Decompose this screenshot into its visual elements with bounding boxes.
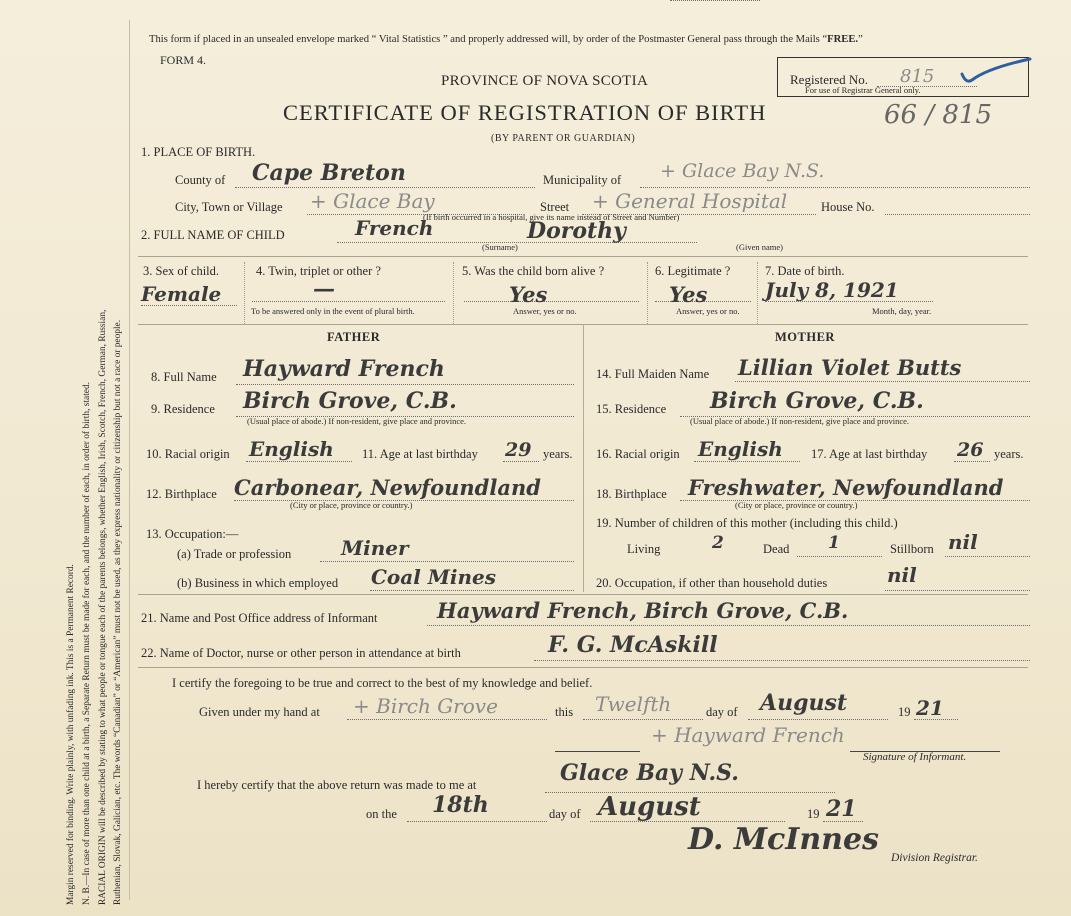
father-business-value: Coal Mines <box>371 565 497 589</box>
born-alive-line <box>464 301 639 302</box>
mother-heading: MOTHER <box>775 330 835 344</box>
father-trade-line <box>320 561 574 562</box>
certify-divider <box>138 667 1028 668</box>
children-count-label: 19. Number of children of this mother (including this child.) <box>596 516 898 530</box>
hospital-note: (If birth occurred in a hospital, give its name instead of Street and Number) <box>423 212 680 222</box>
this-label: this <box>555 705 574 719</box>
mother-residence-note: (Usual place of abode.) If non-resident, give place and province. <box>690 416 910 426</box>
registrar-general-note: For use of Registrar General only. <box>805 85 921 95</box>
registrar-statement: I hereby certify that the above return was made to me at <box>197 778 477 792</box>
registrar-place-value: Glace Bay N.S. <box>560 760 739 786</box>
parents-divider-bottom <box>138 594 1028 595</box>
given-month-value: August <box>760 690 847 716</box>
mother-occupation-line <box>885 590 1030 591</box>
father-racial-label: 10. Racial origin <box>146 447 230 461</box>
doctor-value: F. G. McAskill <box>548 632 718 658</box>
registrar-on-the-label: on the <box>366 807 397 821</box>
mother-birthplace-value: Freshwater, Newfoundland <box>688 475 1004 500</box>
division-registrar-label: Division Registrar. <box>891 852 978 864</box>
child-name-label: 2. FULL NAME OF CHILD <box>141 228 285 242</box>
surname-caption: (Surname) <box>482 242 518 252</box>
col-divider-1 <box>244 262 245 324</box>
margin-note-binding: Margin reserved for binding. Write plainly, with unfading ink. This is a Permanent Record. <box>66 564 76 905</box>
doctor-line <box>534 660 1030 661</box>
stillborn-value: nil <box>948 530 978 554</box>
date-of-birth-value: July 8, 1921 <box>765 278 899 302</box>
dead-value: 1 <box>828 533 840 553</box>
given-name-caption: (Given name) <box>736 242 783 252</box>
col-divider-2 <box>453 262 454 324</box>
mother-years-label: years. <box>994 447 1024 461</box>
given-year-value: 21 <box>916 696 944 720</box>
legitimate-value: Yes <box>669 282 708 307</box>
city-value: + Glace Bay <box>310 189 435 213</box>
father-residence-label: 9. Residence <box>151 402 215 416</box>
mother-occupation-label: 20. Occupation, if other than household duties <box>596 576 828 590</box>
father-business-line <box>370 590 574 591</box>
informant-signature-line-left <box>555 751 640 752</box>
given-place-line <box>347 719 547 720</box>
street-label: Street <box>540 200 570 214</box>
mother-occupation-value: nil <box>887 563 917 587</box>
doctor-label: 22. Name of Doctor, nurse or other person in attendance at birth <box>141 646 461 660</box>
city-label: City, Town or Village <box>175 200 283 214</box>
living-value: 2 <box>712 533 724 553</box>
father-birthplace-label: 12. Birthplace <box>146 487 217 501</box>
child-surname-value: French <box>355 216 434 240</box>
house-no-label: House No. <box>821 200 875 214</box>
dead-label: Dead <box>763 542 790 556</box>
father-heading: FATHER <box>327 330 381 344</box>
mother-age-line <box>954 461 990 462</box>
father-age-value: 29 <box>505 439 532 461</box>
mother-name-value: Lillian Violet Butts <box>738 355 962 380</box>
born-alive-value: Yes <box>509 282 548 307</box>
father-residence-note: (Usual place of abode.) If non-resident, give place and province. <box>247 416 467 426</box>
mother-name-label: 14. Full Maiden Name <box>596 367 710 381</box>
twin-label: 4. Twin, triplet or other ? <box>256 264 381 278</box>
handwritten-registration-number: 66 / 815 <box>884 100 992 130</box>
registrar-day-of-label: day of <box>549 807 581 821</box>
father-birthplace-note: (City or place, province or country.) <box>290 500 413 510</box>
sex-value: Female <box>141 282 222 306</box>
twin-value: — <box>313 276 335 302</box>
margin-rule <box>129 20 130 900</box>
stillborn-line <box>945 556 1030 557</box>
registrar-year-prefix: 19 <box>807 807 820 821</box>
registrar-day-value: 18th <box>432 792 489 818</box>
province-heading: PROVINCE OF NOVA SCOTIA <box>441 73 649 89</box>
living-line <box>670 0 760 1</box>
legitimate-note: Answer, yes or no. <box>676 306 740 316</box>
living-label: Living <box>627 542 661 556</box>
margin-note-racial-origin-cont: Ruthenian, Slovak, Galician, etc. The words “Canadian” or “American” must not be used, as they express nationality or citizenship but not a race or people. <box>113 319 123 905</box>
municipality-label: Municipality of <box>543 173 622 187</box>
mother-age-label: 17. Age at last birthday <box>811 447 928 461</box>
given-month-line <box>748 719 888 720</box>
date-of-birth-label: 7. Date of birth. <box>765 264 845 278</box>
father-name-value: Hayward French <box>243 356 445 382</box>
mother-age-value: 26 <box>957 439 984 461</box>
registered-no-value: 815 <box>900 66 935 87</box>
father-years-label: years. <box>543 447 573 461</box>
twin-note: To be answered only in the event of plural birth. <box>251 306 415 316</box>
form-number: FORM 4. <box>160 53 207 67</box>
father-birthplace-value: Carbonear, Newfoundland <box>234 475 541 500</box>
given-day-value: Twelfth <box>595 692 672 716</box>
county-label: County of <box>175 173 226 187</box>
place-of-birth-label: 1. PLACE OF BIRTH. <box>141 145 256 159</box>
informant-signature-label: Signature of Informant. <box>863 751 967 763</box>
informant-line <box>427 625 1030 626</box>
mail-notice-close: ” <box>858 34 863 45</box>
municipality-line <box>640 187 1030 188</box>
mail-notice <box>149 34 863 45</box>
child-given-name-value: Dorothy <box>527 218 626 244</box>
margin-note-racial-origin: RACIAL ORIGIN will be described by stating to what people or tongue each of the parents belongs, whether English, Irish, Scotch, French, German, Russian, <box>98 309 108 905</box>
father-business-label: (b) Business in which employed <box>177 576 339 590</box>
street-value: + General Hospital <box>592 189 788 213</box>
sex-label: 3. Sex of child. <box>143 264 220 278</box>
father-age-label: 11. Age at last birthday <box>362 447 478 461</box>
mail-notice-free: FREE. <box>827 34 859 45</box>
municipality-value: + Glace Bay N.S. <box>660 160 825 182</box>
mother-name-line <box>735 381 1030 382</box>
date-of-birth-note: Month, day, year. <box>872 306 932 316</box>
certificate-subtitle: (BY PARENT OR GUARDIAN) <box>491 133 636 144</box>
mother-birthplace-note: (City or place, province or country.) <box>735 500 858 510</box>
father-name-line <box>236 384 574 385</box>
born-alive-label: 5. Was the child born alive ? <box>462 264 605 278</box>
house-no-line <box>885 214 1030 215</box>
parents-center-divider <box>583 324 584 592</box>
given-under-label: Given under my hand at <box>199 705 320 719</box>
mother-birthplace-label: 18. Birthplace <box>596 487 667 501</box>
mail-notice-text: This form if placed in an unsealed envelope marked “ Vital Statistics ” and properly addressed will, by order of the Postmaster General pass through the Mails “ <box>149 34 828 45</box>
col-divider-4 <box>757 262 758 324</box>
registrar-year-value: 21 <box>826 796 857 822</box>
born-alive-note: Answer, yes or no. <box>513 306 577 316</box>
given-day-line <box>583 719 703 720</box>
mother-racial-value: English <box>698 437 783 461</box>
certificate-title: CERTIFICATE OF REGISTRATION OF BIRTH <box>283 100 767 125</box>
col-divider-3 <box>647 262 648 324</box>
blue-check-mark <box>958 56 1033 88</box>
mother-residence-value: Birch Grove, C.B. <box>710 388 924 414</box>
informant-label: 21. Name and Post Office address of Informant <box>141 611 378 625</box>
margin-note-separate-return: N. B.—In case of more than one child at a birth, a Separate Return must be made for each, and the number of each, in order of birth, stated. <box>82 382 92 905</box>
given-day-of-label: day of <box>706 705 738 719</box>
father-racial-line <box>246 461 352 462</box>
registered-no-label: Registered No. <box>790 72 868 87</box>
row-divider-top <box>138 256 1028 257</box>
registrar-month-value: August <box>598 792 701 822</box>
father-residence-value: Birch Grove, C.B. <box>243 388 457 414</box>
given-year-prefix: 19 <box>898 705 911 719</box>
father-name-label: 8. Full Name <box>151 370 217 384</box>
mother-residence-label: 15. Residence <box>596 402 667 416</box>
registrar-signature: D. McInnes <box>688 822 879 857</box>
mother-racial-label: 16. Racial origin <box>596 447 680 461</box>
twin-line <box>252 301 445 302</box>
informant-value: Hayward French, Birch Grove, C.B. <box>437 598 849 623</box>
informant-signature: + Hayward French <box>651 723 845 747</box>
dead-line <box>797 556 882 557</box>
father-occupation-label: 13. Occupation:— <box>146 527 239 541</box>
given-place-value: + Birch Grove <box>353 694 498 718</box>
stillborn-label: Stillborn <box>890 542 934 556</box>
county-line <box>235 187 535 188</box>
certify-statement: I certify the foregoing to be true and correct to the best of my knowledge and belief. <box>172 676 593 690</box>
father-trade-label: (a) Trade or profession <box>177 547 292 561</box>
father-trade-value: Miner <box>341 536 409 560</box>
mother-racial-line <box>694 461 800 462</box>
county-value: Cape Breton <box>252 160 406 186</box>
legitimate-label: 6. Legitimate ? <box>655 264 731 278</box>
father-racial-value: English <box>249 437 334 461</box>
registrar-day-line <box>407 821 547 822</box>
father-age-line <box>503 461 539 462</box>
